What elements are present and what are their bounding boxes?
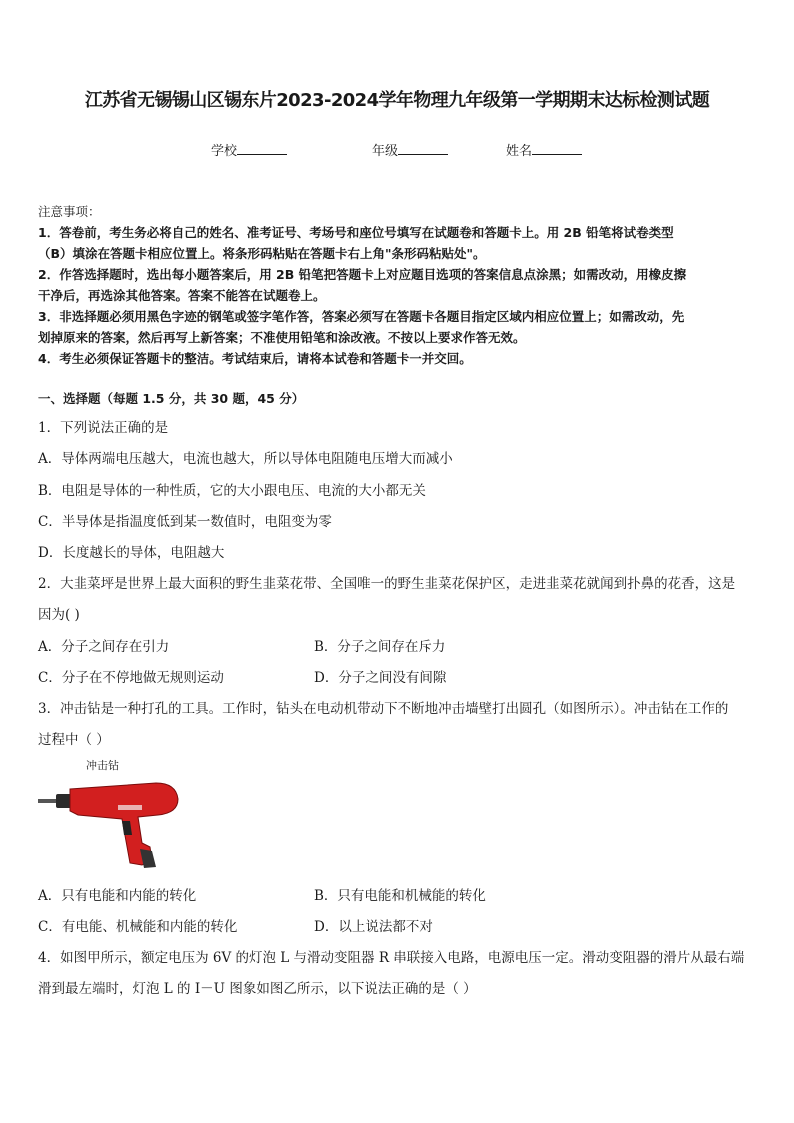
- q3-option-c: C．有电能、机械能和内能的转化: [38, 919, 238, 935]
- q4-stem-cont: 滑到最左端时，灯泡 L 的 I－U 图象如图乙所示，以下说法正确的是（ ）: [38, 981, 477, 997]
- q2-option-a: A．分子之间存在引力: [38, 639, 170, 655]
- q3-option-d: D．以上说法都不对: [314, 919, 433, 935]
- q3-option-a: A．只有电能和内能的转化: [38, 888, 197, 904]
- q1-option-c: C．半导体是指温度低到某一数值时，电阻变为零: [38, 514, 332, 530]
- q3-option-b: B．只有电能和机械能的转化: [314, 888, 486, 904]
- q1-option-a: A．导体两端电压越大，电流也越大，所以导体电阻随电压增大而减小: [38, 451, 453, 467]
- q1-option-d: D．长度越长的导体，电阻越大: [38, 545, 225, 561]
- section-heading: 一、选择题（每题 1.5 分，共 30 题，45 分）: [38, 391, 305, 406]
- q2-stem-cont: 因为( ): [38, 607, 80, 623]
- school-label: 学校: [211, 144, 238, 159]
- notice-line: 4．考生必须保证答题卡的整洁。考试结束后，请将本试卷和答题卡一并交回。: [38, 351, 472, 366]
- q3-stem-cont: 过程中（ ）: [38, 732, 110, 748]
- drill-caption: 冲击钻: [86, 759, 119, 772]
- impact-drill-image: [38, 775, 184, 869]
- q2-option-d: D．分子之间没有间隙: [314, 670, 447, 686]
- drill-label: [118, 805, 142, 810]
- q2-option-c: C．分子在不停地做无规则运动: [38, 670, 224, 686]
- q2-option-b: B．分子之间存在斥力: [314, 639, 446, 655]
- notice-line: 3．非选择题必须用黑色字迹的钢笔或签字笔作答，答案必须写在答题卡各题目指定区域内相应位置上；如需改动，先: [38, 309, 685, 324]
- notice-line: 干净后，再选涂其他答案。答案不能答在试题卷上。: [38, 288, 326, 303]
- school-blank: [237, 142, 287, 155]
- q4-stem: 4．如图甲所示，额定电压为 6V 的灯泡 L 与滑动变阻器 R 串联接入电路，电源电压一定。滑动变阻器的滑片从最右端: [38, 950, 745, 966]
- grade-blank: [398, 142, 448, 155]
- grade-field: [372, 140, 448, 159]
- q1-option-b: B．电阻是导体的一种性质，它的大小跟电压、电流的大小都无关: [38, 483, 426, 499]
- q2-stem: 2．大韭菜坪是世界上最大面积的野生韭菜花带、全国唯一的野生韭菜花保护区，走进韭菜花就闻到扑鼻的花香，这是: [38, 576, 736, 592]
- notice-line: （B）填涂在答题卡相应位置上。将条形码粘贴在答题卡右上角"条形码粘贴处"。: [38, 246, 486, 261]
- name-label: 姓名: [506, 144, 533, 159]
- notice-line: 1．答卷前，考生务必将自己的姓名、准考证号、考场号和座位号填写在试题卷和答题卡上。用 2B 铅笔将试卷类型: [38, 225, 674, 240]
- notice-line: 划掉原来的答案，然后再写上新答案；不准使用铅笔和涂改液。不按以上要求作答无效。: [38, 330, 526, 345]
- name-blank: [532, 142, 582, 155]
- q3-stem: 3．冲击钻是一种打孔的工具。工作时，钻头在电动机带动下不断地冲击墙壁打出圆孔（如图所示）。冲击钻在工作的: [38, 701, 729, 717]
- notice-line: 2．作答选择题时，选出每小题答案后，用 2B 铅笔把答题卡上对应题目选项的答案信息点涂黑；如需改动，用橡皮擦: [38, 267, 687, 282]
- page-title: 江苏省无锡锡山区锡东片2023-2024学年物理九年级第一学期期末达标检测试题: [84, 90, 710, 111]
- q1-stem: 1．下列说法正确的是: [38, 420, 169, 436]
- school-field: [211, 140, 287, 159]
- notice-heading: 注意事项：: [38, 204, 101, 219]
- grade-label: 年级: [372, 144, 399, 159]
- name-field: [506, 140, 582, 159]
